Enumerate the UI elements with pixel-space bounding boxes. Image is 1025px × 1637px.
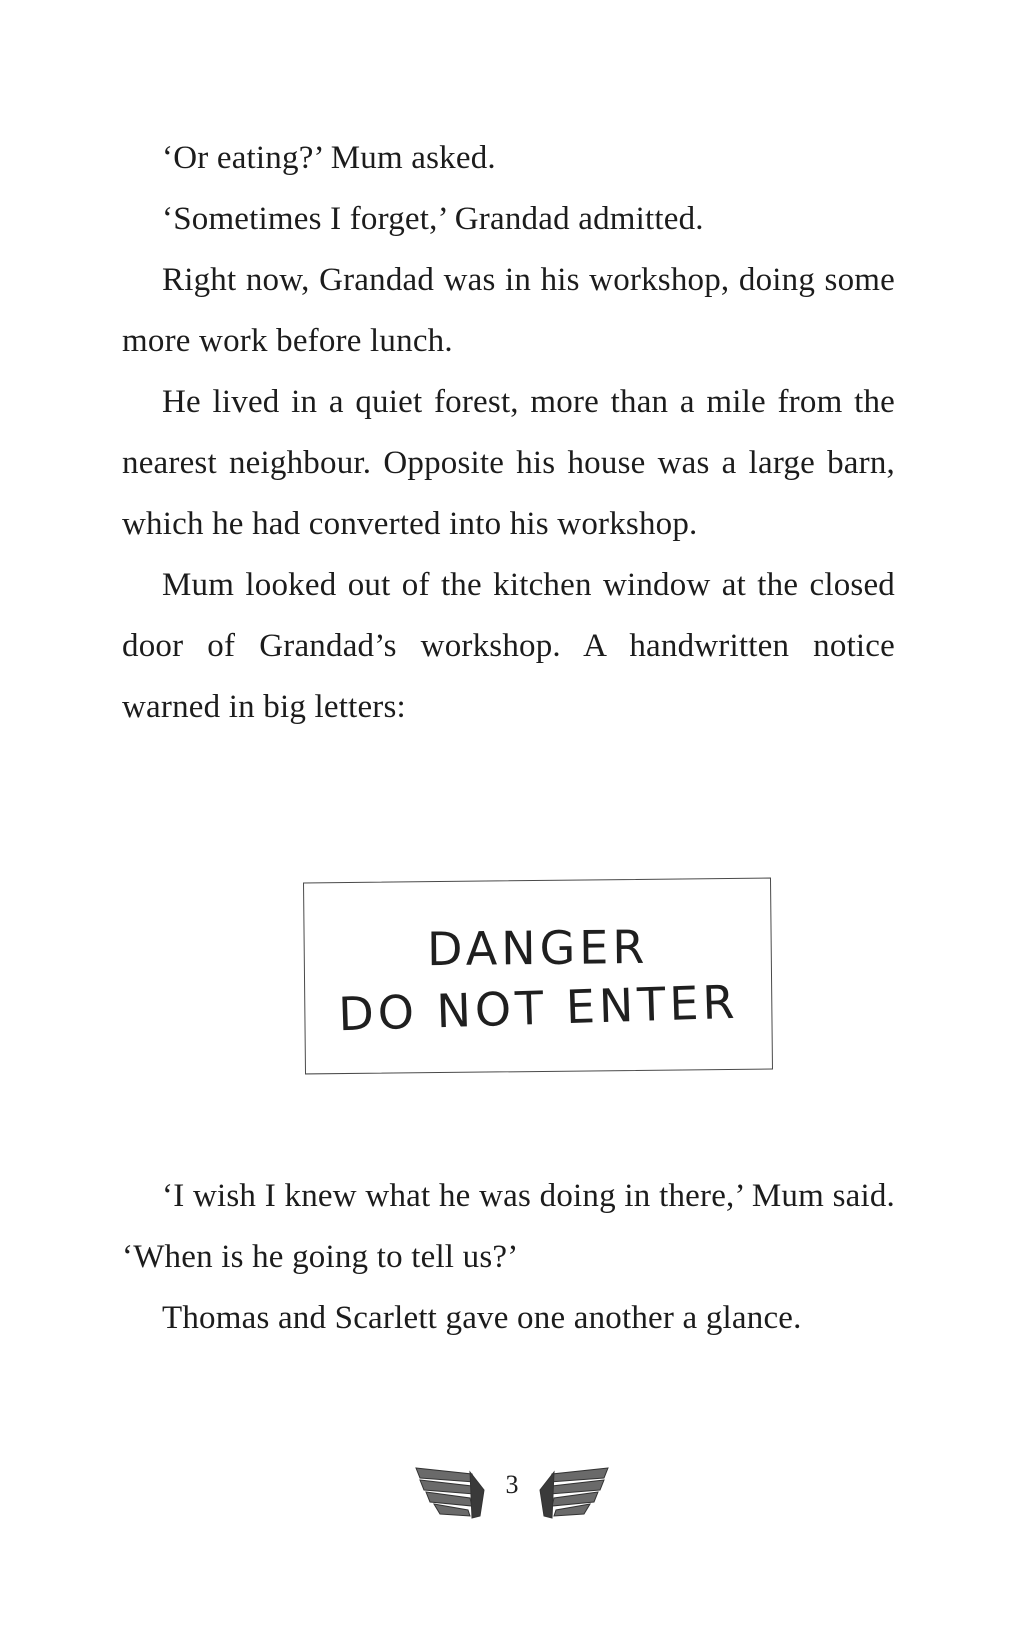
paragraph: Right now, Grandad was in his workshop, doing some more work before lunch. [122,262,895,359]
paragraph: ‘Or eating?’ Mum asked. [162,140,496,176]
page-footer [0,1460,1025,1530]
wing-icon [530,1460,610,1520]
sign-line-do-not-enter: DO NOT ENTER [337,974,740,1042]
sign-line-danger: DANGER [426,919,649,977]
page-number: 3 [505,1470,519,1499]
text-block-bottom [122,1166,895,1349]
paragraph: Thomas and Scarlett gave one another a glance. [162,1300,802,1336]
paragraph: He lived in a quiet forest, more than a mile from the nearest neighbour. Opposite his house was a large barn, which he had converted into his workshop. [122,384,895,542]
wing-icon [414,1460,494,1520]
text-block-top [122,128,895,738]
paragraph: ‘I wish I knew what he was doing in there,’ Mum said. ‘When is he going to tell us?’ [122,1178,895,1275]
danger-sign [303,878,773,1075]
paragraph: Mum looked out of the kitchen window at the closed door of Grandad’s workshop. A handwritten notice warned in big letters: [122,567,895,725]
paragraph: ‘Sometimes I forget,’ Grandad admitted. [162,201,704,237]
